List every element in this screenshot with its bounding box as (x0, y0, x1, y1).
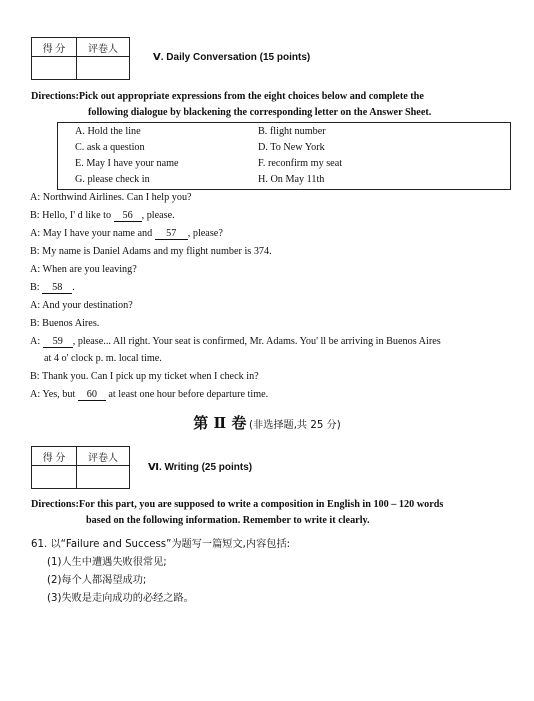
question-61-point-2: (2)每个人都渴望成功; (47, 575, 147, 586)
score-table-section5 (31, 37, 130, 80)
option-d: D. To New York (258, 142, 325, 153)
dialogue-text: B: Hello, I' d like to (30, 210, 114, 221)
dialogue-line (30, 336, 441, 348)
dialogue-line: B: Thank you. Can I pick up my ticket when I check in? (30, 371, 259, 382)
dialogue-line (30, 210, 175, 222)
dialogue-line: B: Buenos Aires. (30, 318, 100, 329)
grader-cell (77, 57, 130, 80)
directions-text-1: For this part, you are supposed to write a composition in English in 100 – 120 words (78, 499, 444, 510)
directions-section5 (31, 89, 511, 121)
score-header: 得 分 (32, 38, 77, 57)
score-header: 得 分 (32, 447, 77, 466)
dialogue-line: B: My name is Daniel Adams and my flight number is 374. (30, 246, 272, 257)
grader-cell (77, 466, 130, 489)
question-61-intro: 61. 以“Failure and Success”为题写一篇短文,内容包括: (31, 539, 291, 550)
section-title-writing: Ⅵ. Writing (25 points) (148, 462, 253, 473)
dialogue-line: A: And your destination? (30, 300, 133, 311)
dialogue-text: at least one hour before departure time. (105, 389, 269, 400)
dialogue-text: A: (30, 336, 43, 347)
blank-60: 60 (78, 389, 106, 401)
blank-57: 57 (155, 228, 188, 240)
dialogue-text: , please... All right. Your seat is confirmed, Mr. Adams. You' ll be arriving in Buenos Aires (72, 336, 441, 347)
option-f: F. reconfirm my seat (258, 158, 343, 169)
option-b: B. flight number (258, 126, 326, 137)
dialogue-text: , please. (141, 210, 175, 221)
option-c: C. ask a question (75, 142, 145, 153)
directions-label: Directions: (31, 499, 79, 510)
section-title-daily-conversation: Ⅴ. Daily Conversation (15 points) (153, 52, 311, 63)
part2-title: 第 Ⅱ 卷 (193, 414, 247, 432)
dialogue-line: A: Northwind Airlines. Can I help you? (30, 192, 192, 203)
grader-header: 评卷人 (77, 38, 130, 57)
dialogue-text: A: Yes, but (30, 389, 78, 400)
directions-section6 (31, 497, 511, 529)
directions-text-2: following dialogue by blackening the corresponding letter on the Answer Sheet. (88, 107, 432, 118)
option-g: G. please check in (75, 174, 150, 185)
option-e: E. May I have your name (75, 158, 179, 169)
score-cell (32, 466, 77, 489)
dialogue-text: B: (30, 282, 43, 293)
option-a: A. Hold the line (75, 126, 141, 137)
dialogue-line: at 4 o' clock p. m. local time. (44, 353, 162, 364)
dialogue-text: . (72, 282, 75, 293)
option-h: H. On May 11th (258, 174, 325, 185)
score-table-section6 (31, 446, 130, 489)
dialogue-line: A: When are you leaving? (30, 264, 137, 275)
blank-59: 59 (43, 336, 73, 348)
dialogue-line (30, 282, 75, 294)
blank-58: 58 (42, 282, 72, 294)
dialogue-line (30, 389, 268, 401)
part2-heading (0, 412, 534, 433)
grader-header: 评卷人 (77, 447, 130, 466)
dialogue-line (30, 228, 223, 240)
dialogue-text: , please? (187, 228, 223, 239)
question-61-point-1: (1)人生中遭遇失败很常见; (47, 557, 167, 568)
score-cell (32, 57, 77, 80)
question-61-point-3: (3)失败是走向成功的必经之路。 (47, 593, 194, 604)
directions-label: Directions: (31, 91, 79, 102)
directions-text-1: Pick out appropriate expressions from the eight choices below and complete the (78, 91, 424, 102)
directions-text-2: based on the following information. Remember to write it clearly. (86, 515, 370, 526)
blank-56: 56 (114, 210, 142, 222)
options-box (57, 122, 511, 190)
dialogue-text: A: May I have your name and (30, 228, 155, 239)
part2-subtitle: (非选择题,共 25 分) (248, 420, 341, 431)
